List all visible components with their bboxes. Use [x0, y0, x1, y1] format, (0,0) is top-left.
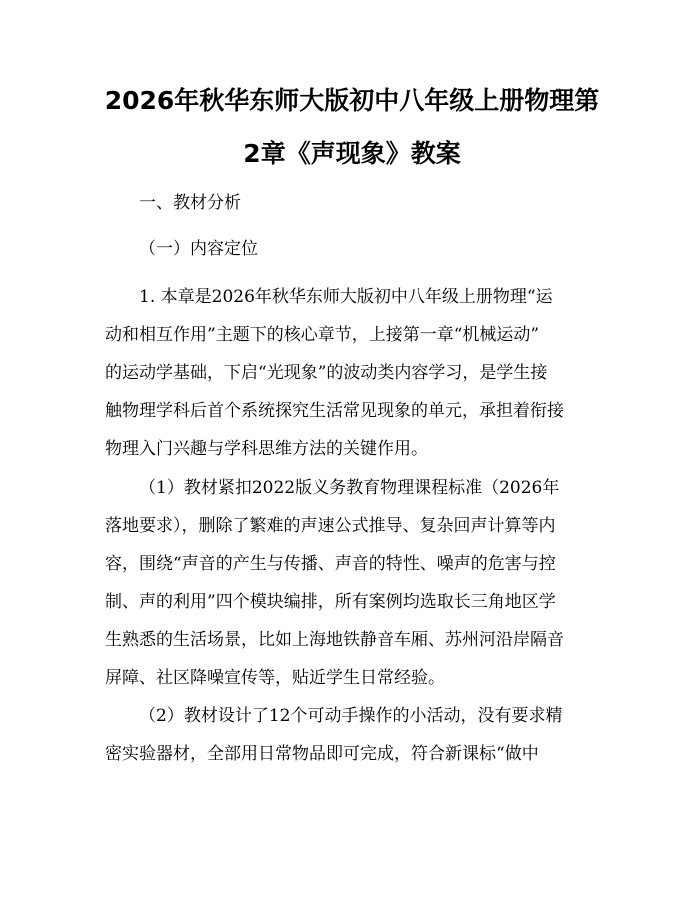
paragraph-2-line: 生熟悉的生活场景，比如上海地铁静音车厢、苏州河沿岸隔音: [105, 630, 564, 650]
paragraph-1-line: 1. 本章是2026年秋华东师大版初中八年级上册物理“运: [139, 287, 553, 307]
paragraph-1: [105, 286, 605, 476]
paragraph-2-line: 容，围绕“声音的产生与传播、声音的特性、噪声的危害与控: [105, 554, 556, 574]
paragraph-2: [105, 477, 605, 705]
paragraph-1-line: 物理入门兴趣与学科思维方法的关键作用。: [105, 439, 428, 459]
paragraph-2-line: （1）教材紧扣2022版义务教育物理课程标准（2026年: [139, 478, 560, 498]
paragraph-2-line: 屏障、社区降噪宣传等，贴近学生日常经验。: [105, 668, 445, 688]
paragraph-2-line: 制、声的利用”四个模块编排，所有案例均选取长三角地区学: [105, 592, 556, 612]
paragraph-3-line: 密实验器材，全部用日常物品即可完成，符合新课标“做中: [105, 744, 539, 764]
paragraph-1-line: 动和相互作用”主题下的核心章节，上接第一章“机械运动”: [105, 325, 540, 345]
paragraph-1-line: 的运动学基础，下启“光现象”的波动类内容学习，是学生接: [105, 363, 548, 383]
document-title-line-2: 2章《声现象》教案: [243, 139, 461, 168]
paragraph-3-line: （2）教材设计了12个可动手操作的小活动，没有要求精: [139, 706, 563, 726]
paragraph-1-line: 触物理学科后首个系统探究生活常见现象的单元，承担着衔接: [105, 401, 564, 421]
document-title-line-1: 2026年秋华东师大版初中八年级上册物理第: [104, 86, 600, 115]
paragraph-3: [105, 705, 605, 781]
paragraph-2-line: 落地要求），删除了繁难的声速公式推导、复杂回声计算等内: [105, 516, 556, 536]
section-heading: 一、教材分析: [139, 193, 241, 213]
subsection-heading: （一）内容定位: [139, 239, 258, 259]
